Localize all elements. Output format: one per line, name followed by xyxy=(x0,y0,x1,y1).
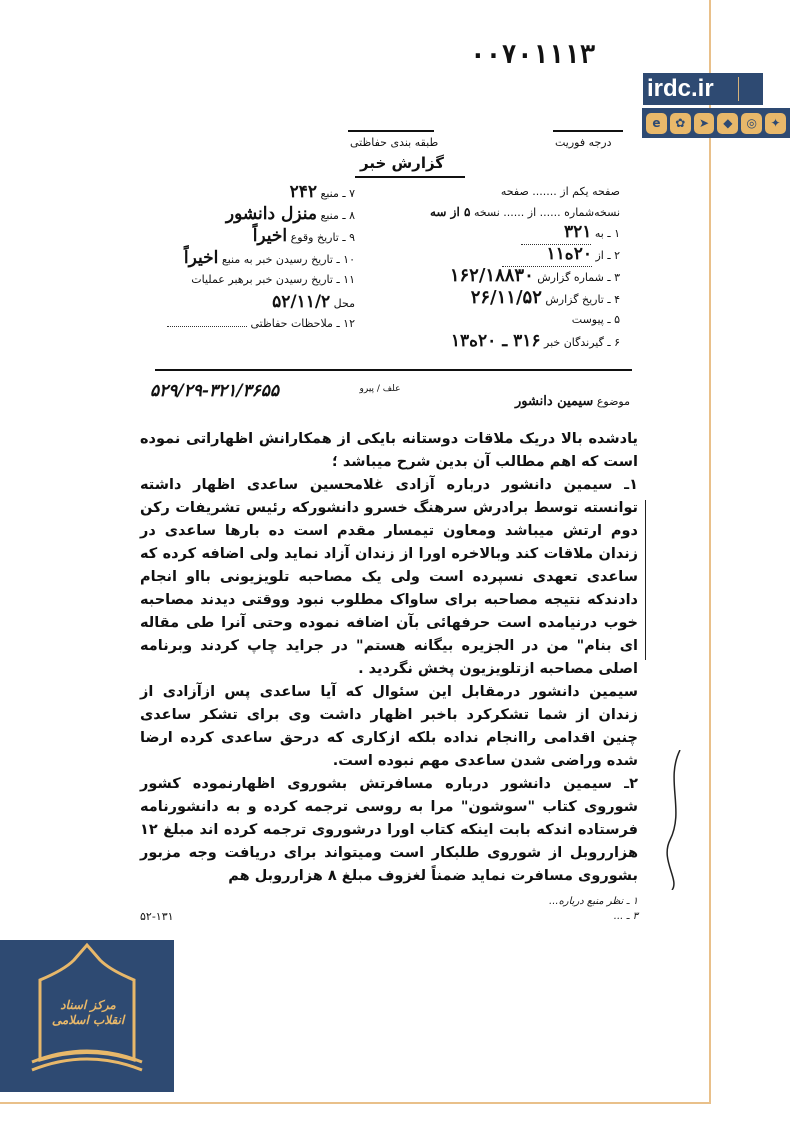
fields-left xyxy=(155,182,355,336)
social-icons xyxy=(642,108,790,138)
report-body xyxy=(140,428,638,888)
field-report-number: ۳ ـ شماره گزارش ۱۶۲/۱۸۸۳۰ xyxy=(449,265,620,286)
footer-code: ۵۲-۱۳۱ xyxy=(140,910,174,923)
file-number: ۵۲۹/۲۹-۳۲۱/۳۶۵۵ xyxy=(150,381,280,401)
footer-note-1: ۱ ـ نظر منبع درباره... xyxy=(549,896,638,907)
field-event-date: ۹ ـ تاریخ وقوع اخیراً xyxy=(252,226,355,246)
fields-right xyxy=(420,182,620,352)
field-handler-receipt: ۱۱ ـ تاریخ رسیدن خبر برهبر عملیات xyxy=(191,273,355,286)
field-location: محل ۵۲/۱۱/۲ xyxy=(272,292,355,312)
body-paragraph: ۱ـ سیمین دانشور درباره آزادی غلامحسین ساعدی اظهار داشته توانسته توسط برادرش سرهنگ خسرو دانشورکه رئیس تشریفات رکن دوم ارتش میباشد ومعاون تیمسار مقدم است ده بارها ساعدی در زندان ملاقات کند وبالاخره اورا از زندان آزاد نماید ولی اضافه کرده که ساعدی تعهدی نسپرده است ولی یک مصاحبه تلویزیونی بااو انجام دادندکه نتیجه مصاحبه برای ساواک مطلوب نبود ووقتی دیدند مصاحبه خوب درنیامده است حرفهائی بآن اضافه نموده وحتی آنرا طی مقاله ای بنام" من در الجزیره بیگانه هستم" در جراید چاپ کردند وبرنامه اصلی مصاحبه ازتلویزیون پخش نگردید . xyxy=(140,477,638,677)
bale-icon[interactable]: ◆ xyxy=(717,113,738,134)
divider xyxy=(348,130,434,132)
footer-row xyxy=(140,909,638,924)
footer-notes xyxy=(140,894,638,924)
field-recipients: ۶ ـ گیرندگان خبر ۳۱۶ ـ ۲۰ه۱۳ xyxy=(450,331,620,351)
badge-emblem xyxy=(738,77,759,101)
field-to: ۱ ـ به ۳۲۱ xyxy=(420,222,620,244)
margin-handwriting xyxy=(660,750,690,890)
irdc-logo xyxy=(0,940,174,1092)
field-source: ۷ ـ منبع ۲۴۲ xyxy=(289,182,355,202)
margin-annotation xyxy=(645,500,666,660)
frame-border-right xyxy=(709,0,711,1104)
body-paragraph: یادشده بالا دریک ملاقات دوستانه بایکی از همکارانش اظهاراتی نموده است که اهم مطالب آن بدین شرح میباشد ؛ xyxy=(140,431,638,470)
report-content xyxy=(140,428,638,924)
field-attachment: ۵ ـ پیوست xyxy=(571,313,620,326)
body-paragraph: ۲ـ سیمین دانشور درباره مسافرتش بشوروی اظهارنموده کشور شوروی کتاب "سوشون" مرا به روسی ترجمه کرده و به دانشورنامه فرستاده اندکه بابت اینکه کتاب اورا درشوروی ترجمه کرده اند مبلغ ۱۲ هزارروبل از شوروی طلبکار است ومیتواند برای دریافت وجه مزبور بشوروی مسافرت نماید ضمناً لغزوف مبلغ ۸ هزارروبل هم xyxy=(140,776,638,884)
footer-note-3: ۳ ـ ... xyxy=(613,911,638,922)
file-label: علف / پیرو xyxy=(359,384,401,394)
divider xyxy=(355,176,465,178)
subject-line: موضوع سیمین دانشور xyxy=(515,394,630,409)
site-label: irdc.ir xyxy=(647,75,714,102)
document-number: ۰۰۷۰۱۱۱۳ xyxy=(470,40,596,70)
field-page: صفحه یکم از ....... صفحه xyxy=(500,185,620,198)
field-source-receipt: ۱۰ ـ تاریخ رسیدن خبر به منبع اخیراً xyxy=(183,248,355,268)
field-from: ۲ ـ از ۲۰ه۱۱ xyxy=(420,244,620,266)
divider xyxy=(553,130,623,132)
frame-border-bottom xyxy=(0,1102,711,1104)
priority-label: درجه فوریت xyxy=(555,136,612,149)
field-report-date: ۴ ـ تاریخ گزارش ۲۶/۱۱/۵۲ xyxy=(470,287,620,308)
field-copy: نسخه‌شماره ...... از ...... نسخه ۵ از سه xyxy=(430,205,620,219)
telegram-icon[interactable]: ➤ xyxy=(694,113,715,134)
logo-text: مرکز اسناد انقلاب اسلامی xyxy=(51,998,125,1027)
section-divider xyxy=(155,369,632,371)
body-paragraph: سیمین دانشور درمقابل این سئوال که آیا ساعدی پس ازآزادی از زندان از شما تشکرکرد باخبر اظهار داشت وی برای تشکر ساعدی چنین اقدامی راانجام نداده بلکه ازکاری که درحق ساعدی کرده ارضا شده وراضی شدن ساعدی مهم نبوده است. xyxy=(140,684,638,769)
eitaa-icon[interactable]: e xyxy=(646,113,667,134)
field-place: ۸ ـ منبع منزل دانشور xyxy=(225,204,355,224)
form-title: گزارش خبر xyxy=(360,154,445,172)
instagram-icon[interactable]: ◎ xyxy=(741,113,762,134)
classification-label: طبقه بندی حفاظتی xyxy=(350,136,439,149)
field-security-notes: ۱۲ ـ ملاحظات حفاظتی xyxy=(155,314,355,336)
irdc-badge[interactable] xyxy=(643,73,763,105)
aparat-icon[interactable]: ✿ xyxy=(670,113,691,134)
twitter-icon[interactable]: ✦ xyxy=(765,113,786,134)
